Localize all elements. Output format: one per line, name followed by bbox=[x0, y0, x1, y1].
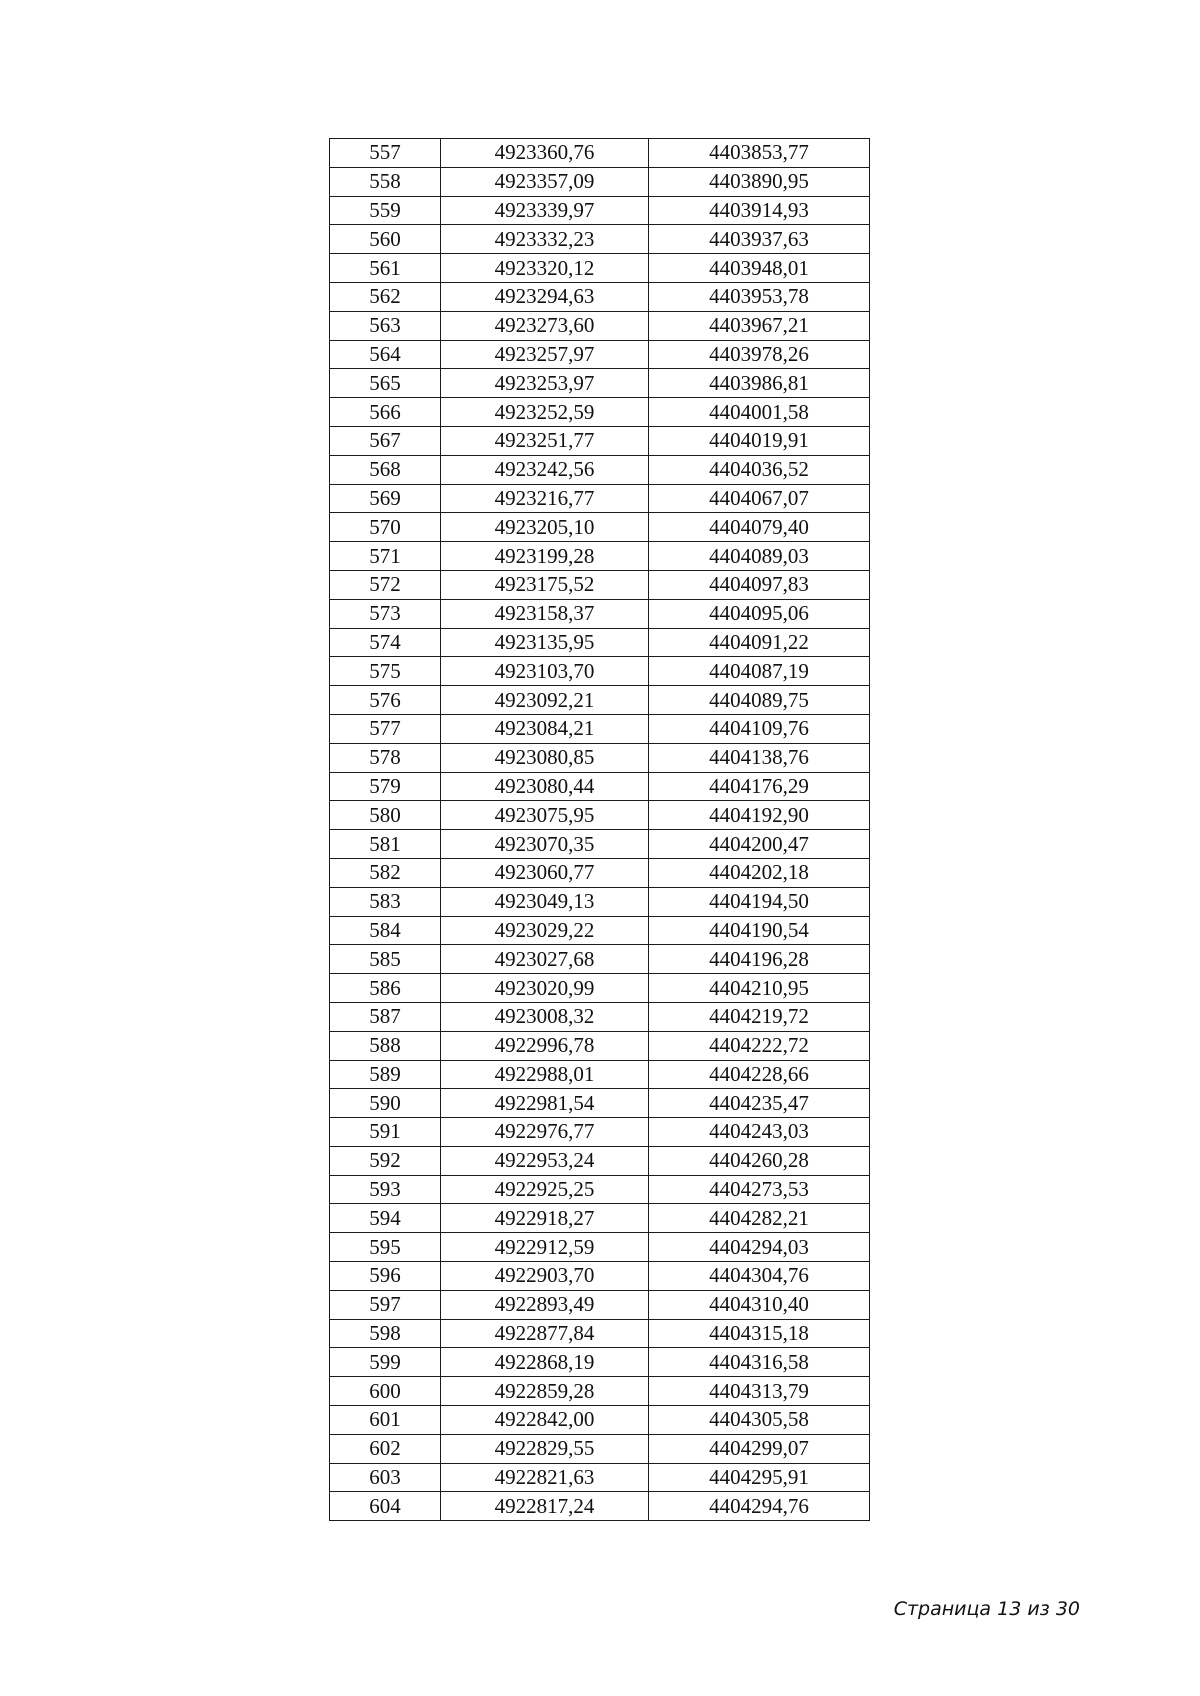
y-coordinate-cell: 4404019,91 bbox=[649, 426, 870, 455]
point-number-cell: 598 bbox=[330, 1319, 441, 1348]
x-coordinate-cell: 4923357,09 bbox=[441, 167, 649, 196]
x-coordinate-cell: 4923080,85 bbox=[441, 743, 649, 772]
y-coordinate-cell: 4403978,26 bbox=[649, 340, 870, 369]
y-coordinate-cell: 4404202,18 bbox=[649, 858, 870, 887]
point-number-cell: 594 bbox=[330, 1204, 441, 1233]
x-coordinate-cell: 4922996,78 bbox=[441, 1031, 649, 1060]
y-coordinate-cell: 4404067,07 bbox=[649, 484, 870, 513]
point-number-cell: 559 bbox=[330, 196, 441, 225]
x-coordinate-cell: 4922912,59 bbox=[441, 1233, 649, 1262]
x-coordinate-cell: 4923103,70 bbox=[441, 657, 649, 686]
x-coordinate-cell: 4923252,59 bbox=[441, 398, 649, 427]
table-row bbox=[330, 1204, 870, 1233]
point-number-cell: 588 bbox=[330, 1031, 441, 1060]
table-row bbox=[330, 1175, 870, 1204]
x-coordinate-cell: 4923360,76 bbox=[441, 139, 649, 168]
x-coordinate-cell: 4923242,56 bbox=[441, 455, 649, 484]
y-coordinate-cell: 4404089,03 bbox=[649, 542, 870, 571]
x-coordinate-cell: 4923029,22 bbox=[441, 916, 649, 945]
point-number-cell: 581 bbox=[330, 830, 441, 859]
x-coordinate-cell: 4923199,28 bbox=[441, 542, 649, 571]
y-coordinate-cell: 4404315,18 bbox=[649, 1319, 870, 1348]
x-coordinate-cell: 4923135,95 bbox=[441, 628, 649, 657]
table-row bbox=[330, 1146, 870, 1175]
x-coordinate-cell: 4923339,97 bbox=[441, 196, 649, 225]
x-coordinate-cell: 4923158,37 bbox=[441, 599, 649, 628]
point-number-cell: 586 bbox=[330, 974, 441, 1003]
table-row bbox=[330, 830, 870, 859]
point-number-cell: 562 bbox=[330, 282, 441, 311]
x-coordinate-cell: 4923060,77 bbox=[441, 858, 649, 887]
x-coordinate-cell: 4922925,25 bbox=[441, 1175, 649, 1204]
point-number-cell: 572 bbox=[330, 570, 441, 599]
x-coordinate-cell: 4923049,13 bbox=[441, 887, 649, 916]
y-coordinate-cell: 4404304,76 bbox=[649, 1262, 870, 1291]
x-coordinate-cell: 4923020,99 bbox=[441, 974, 649, 1003]
table-row bbox=[330, 1348, 870, 1377]
x-coordinate-cell: 4922976,77 bbox=[441, 1118, 649, 1147]
table-row bbox=[330, 599, 870, 628]
x-coordinate-cell: 4923092,21 bbox=[441, 686, 649, 715]
y-coordinate-cell: 4404316,58 bbox=[649, 1348, 870, 1377]
table-row bbox=[330, 1262, 870, 1291]
y-coordinate-cell: 4404295,91 bbox=[649, 1463, 870, 1492]
point-number-cell: 575 bbox=[330, 657, 441, 686]
x-coordinate-cell: 4923257,97 bbox=[441, 340, 649, 369]
point-number-cell: 596 bbox=[330, 1262, 441, 1291]
point-number-cell: 573 bbox=[330, 599, 441, 628]
table-row bbox=[330, 1089, 870, 1118]
table-row bbox=[330, 714, 870, 743]
y-coordinate-cell: 4404282,21 bbox=[649, 1204, 870, 1233]
point-number-cell: 578 bbox=[330, 743, 441, 772]
point-number-cell: 561 bbox=[330, 254, 441, 283]
point-number-cell: 574 bbox=[330, 628, 441, 657]
table-row bbox=[330, 167, 870, 196]
point-number-cell: 566 bbox=[330, 398, 441, 427]
point-number-cell: 580 bbox=[330, 801, 441, 830]
table-row bbox=[330, 858, 870, 887]
table-row bbox=[330, 542, 870, 571]
point-number-cell: 603 bbox=[330, 1463, 441, 1492]
x-coordinate-cell: 4923205,10 bbox=[441, 513, 649, 542]
table-row bbox=[330, 1290, 870, 1319]
point-number-cell: 565 bbox=[330, 369, 441, 398]
table-row bbox=[330, 426, 870, 455]
y-coordinate-cell: 4404176,29 bbox=[649, 772, 870, 801]
y-coordinate-cell: 4403853,77 bbox=[649, 139, 870, 168]
point-number-cell: 557 bbox=[330, 139, 441, 168]
point-number-cell: 583 bbox=[330, 887, 441, 916]
x-coordinate-cell: 4922918,27 bbox=[441, 1204, 649, 1233]
table-row bbox=[330, 801, 870, 830]
y-coordinate-cell: 4404087,19 bbox=[649, 657, 870, 686]
point-number-cell: 602 bbox=[330, 1434, 441, 1463]
point-number-cell: 595 bbox=[330, 1233, 441, 1262]
y-coordinate-cell: 4404219,72 bbox=[649, 1002, 870, 1031]
x-coordinate-cell: 4923008,32 bbox=[441, 1002, 649, 1031]
y-coordinate-cell: 4404196,28 bbox=[649, 945, 870, 974]
table-row bbox=[330, 628, 870, 657]
table-row bbox=[330, 1060, 870, 1089]
table-row bbox=[330, 369, 870, 398]
y-coordinate-cell: 4404243,03 bbox=[649, 1118, 870, 1147]
point-number-cell: 599 bbox=[330, 1348, 441, 1377]
table-row bbox=[330, 974, 870, 1003]
table-row bbox=[330, 484, 870, 513]
table-row bbox=[330, 1463, 870, 1492]
x-coordinate-cell: 4923070,35 bbox=[441, 830, 649, 859]
point-number-cell: 569 bbox=[330, 484, 441, 513]
x-coordinate-cell: 4923216,77 bbox=[441, 484, 649, 513]
x-coordinate-cell: 4923080,44 bbox=[441, 772, 649, 801]
y-coordinate-cell: 4404273,53 bbox=[649, 1175, 870, 1204]
y-coordinate-cell: 4403890,95 bbox=[649, 167, 870, 196]
point-number-cell: 585 bbox=[330, 945, 441, 974]
y-coordinate-cell: 4403948,01 bbox=[649, 254, 870, 283]
x-coordinate-cell: 4923320,12 bbox=[441, 254, 649, 283]
y-coordinate-cell: 4404260,28 bbox=[649, 1146, 870, 1175]
y-coordinate-cell: 4404299,07 bbox=[649, 1434, 870, 1463]
table-row bbox=[330, 398, 870, 427]
point-number-cell: 582 bbox=[330, 858, 441, 887]
y-coordinate-cell: 4404192,90 bbox=[649, 801, 870, 830]
point-number-cell: 567 bbox=[330, 426, 441, 455]
y-coordinate-cell: 4404079,40 bbox=[649, 513, 870, 542]
table-row bbox=[330, 1319, 870, 1348]
point-number-cell: 597 bbox=[330, 1290, 441, 1319]
table-row bbox=[330, 570, 870, 599]
table-row bbox=[330, 225, 870, 254]
point-number-cell: 590 bbox=[330, 1089, 441, 1118]
y-coordinate-cell: 4404138,76 bbox=[649, 743, 870, 772]
table-row bbox=[330, 945, 870, 974]
point-number-cell: 560 bbox=[330, 225, 441, 254]
table-row bbox=[330, 254, 870, 283]
point-number-cell: 576 bbox=[330, 686, 441, 715]
table-row bbox=[330, 1434, 870, 1463]
y-coordinate-cell: 4403967,21 bbox=[649, 311, 870, 340]
table-row bbox=[330, 772, 870, 801]
y-coordinate-cell: 4404210,95 bbox=[649, 974, 870, 1003]
y-coordinate-cell: 4404095,06 bbox=[649, 599, 870, 628]
table-row bbox=[330, 139, 870, 168]
y-coordinate-cell: 4404228,66 bbox=[649, 1060, 870, 1089]
x-coordinate-cell: 4922821,63 bbox=[441, 1463, 649, 1492]
y-coordinate-cell: 4404190,54 bbox=[649, 916, 870, 945]
point-number-cell: 571 bbox=[330, 542, 441, 571]
table-row bbox=[330, 657, 870, 686]
table-row bbox=[330, 1118, 870, 1147]
point-number-cell: 563 bbox=[330, 311, 441, 340]
x-coordinate-cell: 4923332,23 bbox=[441, 225, 649, 254]
point-number-cell: 591 bbox=[330, 1118, 441, 1147]
y-coordinate-cell: 4404091,22 bbox=[649, 628, 870, 657]
y-coordinate-cell: 4403953,78 bbox=[649, 282, 870, 311]
x-coordinate-cell: 4923251,77 bbox=[441, 426, 649, 455]
y-coordinate-cell: 4403937,63 bbox=[649, 225, 870, 254]
x-coordinate-cell: 4923175,52 bbox=[441, 570, 649, 599]
x-coordinate-cell: 4923084,21 bbox=[441, 714, 649, 743]
x-coordinate-cell: 4922817,24 bbox=[441, 1492, 649, 1521]
y-coordinate-cell: 4403986,81 bbox=[649, 369, 870, 398]
x-coordinate-cell: 4923027,68 bbox=[441, 945, 649, 974]
x-coordinate-cell: 4922859,28 bbox=[441, 1377, 649, 1406]
table-row bbox=[330, 1377, 870, 1406]
table-row bbox=[330, 743, 870, 772]
coordinates-table-body bbox=[330, 139, 870, 1521]
table-row bbox=[330, 1233, 870, 1262]
point-number-cell: 564 bbox=[330, 340, 441, 369]
page-number: Страница 13 из 30 bbox=[893, 1598, 1080, 1620]
y-coordinate-cell: 4404294,76 bbox=[649, 1492, 870, 1521]
y-coordinate-cell: 4404089,75 bbox=[649, 686, 870, 715]
table-row bbox=[330, 887, 870, 916]
point-number-cell: 592 bbox=[330, 1146, 441, 1175]
coordinates-table bbox=[329, 138, 870, 1521]
x-coordinate-cell: 4922893,49 bbox=[441, 1290, 649, 1319]
y-coordinate-cell: 4404294,03 bbox=[649, 1233, 870, 1262]
y-coordinate-cell: 4404036,52 bbox=[649, 455, 870, 484]
table-row bbox=[330, 282, 870, 311]
point-number-cell: 587 bbox=[330, 1002, 441, 1031]
x-coordinate-cell: 4922842,00 bbox=[441, 1406, 649, 1435]
x-coordinate-cell: 4923273,60 bbox=[441, 311, 649, 340]
x-coordinate-cell: 4922981,54 bbox=[441, 1089, 649, 1118]
x-coordinate-cell: 4923294,63 bbox=[441, 282, 649, 311]
table-row bbox=[330, 311, 870, 340]
table-row bbox=[330, 196, 870, 225]
table-row bbox=[330, 1002, 870, 1031]
x-coordinate-cell: 4922829,55 bbox=[441, 1434, 649, 1463]
table-row bbox=[330, 455, 870, 484]
point-number-cell: 577 bbox=[330, 714, 441, 743]
x-coordinate-cell: 4923253,97 bbox=[441, 369, 649, 398]
y-coordinate-cell: 4404097,83 bbox=[649, 570, 870, 599]
table-row bbox=[330, 916, 870, 945]
table-row bbox=[330, 686, 870, 715]
point-number-cell: 593 bbox=[330, 1175, 441, 1204]
y-coordinate-cell: 4404235,47 bbox=[649, 1089, 870, 1118]
y-coordinate-cell: 4404200,47 bbox=[649, 830, 870, 859]
y-coordinate-cell: 4404109,76 bbox=[649, 714, 870, 743]
table-row bbox=[330, 1492, 870, 1521]
point-number-cell: 600 bbox=[330, 1377, 441, 1406]
point-number-cell: 589 bbox=[330, 1060, 441, 1089]
point-number-cell: 568 bbox=[330, 455, 441, 484]
y-coordinate-cell: 4404313,79 bbox=[649, 1377, 870, 1406]
x-coordinate-cell: 4922868,19 bbox=[441, 1348, 649, 1377]
point-number-cell: 570 bbox=[330, 513, 441, 542]
point-number-cell: 601 bbox=[330, 1406, 441, 1435]
point-number-cell: 579 bbox=[330, 772, 441, 801]
point-number-cell: 584 bbox=[330, 916, 441, 945]
x-coordinate-cell: 4922953,24 bbox=[441, 1146, 649, 1175]
x-coordinate-cell: 4923075,95 bbox=[441, 801, 649, 830]
y-coordinate-cell: 4404222,72 bbox=[649, 1031, 870, 1060]
table-row bbox=[330, 513, 870, 542]
table-row bbox=[330, 1406, 870, 1435]
y-coordinate-cell: 4404194,50 bbox=[649, 887, 870, 916]
x-coordinate-cell: 4922988,01 bbox=[441, 1060, 649, 1089]
y-coordinate-cell: 4404305,58 bbox=[649, 1406, 870, 1435]
x-coordinate-cell: 4922877,84 bbox=[441, 1319, 649, 1348]
table-row bbox=[330, 340, 870, 369]
y-coordinate-cell: 4404310,40 bbox=[649, 1290, 870, 1319]
point-number-cell: 604 bbox=[330, 1492, 441, 1521]
x-coordinate-cell: 4922903,70 bbox=[441, 1262, 649, 1291]
y-coordinate-cell: 4404001,58 bbox=[649, 398, 870, 427]
table-row bbox=[330, 1031, 870, 1060]
y-coordinate-cell: 4403914,93 bbox=[649, 196, 870, 225]
point-number-cell: 558 bbox=[330, 167, 441, 196]
